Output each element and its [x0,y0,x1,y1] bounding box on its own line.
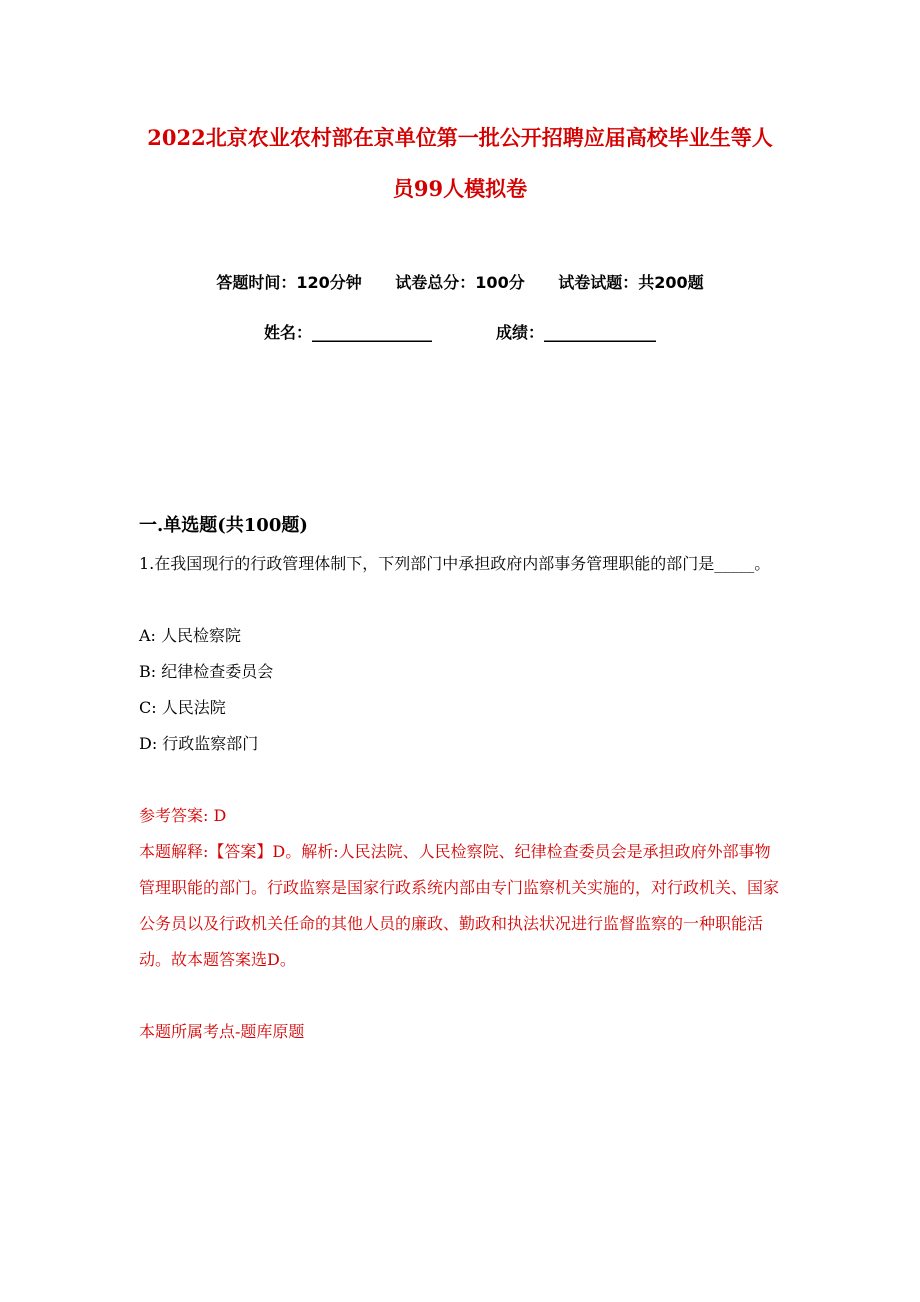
exam-title-line-1: 2022北京农业农村部在京单位第一批公开招聘应届高校毕业生等人 [147,125,773,150]
exam-title-line-2: 员99人模拟卷 [392,176,528,201]
option-d: D: 行政监察部门 [139,734,259,753]
score-field: 成绩：______________ [496,323,657,342]
candidate-info [0,320,920,343]
question-text: 1.在我国现行的行政管理体制下，下列部门中承担政府内部事务管理职能的部门是_____。 [139,554,771,573]
name-field: 姓名：_______________ [263,323,432,342]
exam-total-score: 试卷总分：100分 [395,273,525,292]
option-c: C: 人民法院 [139,698,226,717]
exam-time: 答题时间：120分钟 [216,273,362,292]
exam-question-count: 试卷试题：共200题 [558,273,704,292]
answer-explanation: 本题解释:【答案】D。解析:人民法院、人民检察院、纪律检查委员会是承担政府外部事物管理职能的部门。行政监察是国家行政系统内部由专门监察机关实施的，对行政机关、国家公务员以及行政机关任命的其他人员的廉政、勤政和执法状况进行监督监察的一种职能活动。故本题答案选D。 [139,842,780,969]
option-list [139,618,779,762]
option-a: A: 人民检察院 [139,626,242,645]
exam-meta [0,270,920,293]
reference-answer: 参考答案: D [139,806,227,825]
question-topic: 本题所属考点-题库原题 [139,1022,305,1041]
section-title: 一.单选题(共100题) [139,515,308,536]
option-b: B: 纪律检查委员会 [139,662,274,681]
